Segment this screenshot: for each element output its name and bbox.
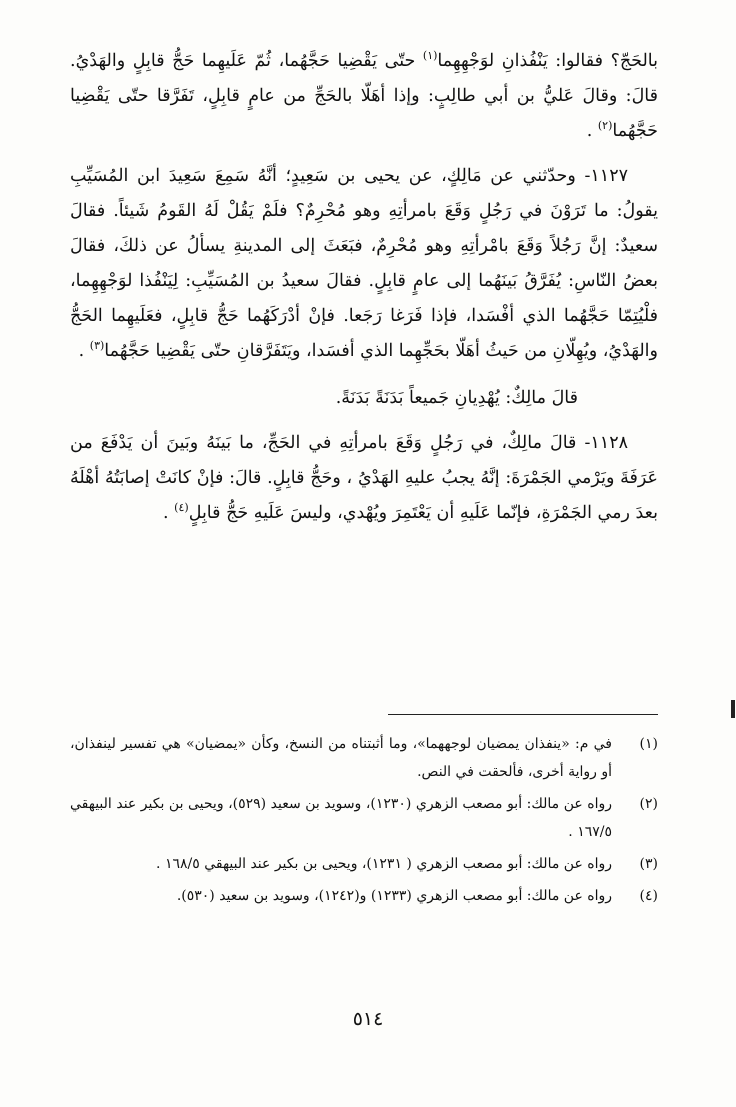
paragraph-text: بالحَجّ؟ فقالوا: يَنْفُذانِ لوَجْهِهِما — [437, 51, 658, 71]
footnote-ref[interactable]: (٣) — [89, 339, 105, 353]
main-text — [70, 44, 658, 531]
footnote-number: (٢) — [639, 796, 658, 812]
paragraph-text: . — [163, 503, 175, 523]
footnote-text: رواه عن مالك: أبو مصعب الزهري (١٢٣٠)، وسويد بن سعيد (٥٢٩)، ويحيى بن بكير عند البيهقي ١٦٧/٥ . — [70, 796, 612, 840]
footnote-number: (٤) — [639, 888, 658, 904]
footnote-item — [70, 882, 658, 910]
footnote-item — [70, 790, 658, 846]
footnote-text: رواه عن مالك: أبو مصعب الزهري ( ١٢٣١)، ويحيى بن بكير عند البيهقي ١٦٨/٥ . — [156, 856, 612, 872]
paragraph-text: ١١٢٧- وحدّثني عن مَالِكٍ، عن يحيى بن سَعِيدٍ؛ أنَّهُ سَمِعَ سَعِيدَ ابن المُسَيِّبِ يقولُ: ما تَرَوْنَ في رَجُلٍ وَقَعَ بامرأتِهِ وهو مُحْرِمٌ؟ فلَمْ يَقُلْ لَهُ القَومُ شَيئاً. فقالَ سعيدٌ: إنَّ رَجُلاً وَقَعَ بامْرأتِهِ وهو مُحْرِمٌ، فبَعَثَ إلى المدينةِ يسألُ عن ذلكَ، فقالَ بعضُ النّاسِ: يُفَرَّقُ بَينَهُما إلى عامٍ قابِلٍ. فقالَ سعيدُ بن المُسَيِّبِ: لِيَنْفُذا لوَجْهِهِما، فلْيُتِمّا حَجَّهُما الذي أفْسَدا، فإذا فَرَغا رَجَعا. فإنْ أدْرَكَهُما حَجُّ قابِلٍ، فعَلَيهِما الحَجُّ والهَدْيُ، ويُهِلّانِ من حَيثُ أهَلّا بحَجِّهِما الذي أفسَدا، ويَتَفَرَّقانِ حتّى يَقْضِيا حَجَّهُما — [70, 166, 658, 361]
footnote-item — [70, 850, 658, 878]
paragraph-text: . — [586, 121, 598, 141]
footnote-divider — [388, 714, 658, 715]
paragraph-1128 — [70, 426, 658, 531]
paragraph-text: حتّى يَقْضِيا حَجَّهُما، ثُمّ عَلَيهِما حَجُّ قابِلٍ والهَدْيُ. قالَ: وقالَ عَليُّ بن أبي طالِبٍ: وإذا أهَلّا بالحَجِّ من عامٍ قابِلٍ، تَفَرَّقا حتّى يَقْضِيا حَجَّهُما — [70, 51, 658, 141]
footnotes — [70, 730, 658, 914]
malik-statement: قالَ مالِكٌ: يُهْدِيانِ جَميعاً بَدَنَةً بَدَنَةً. — [335, 388, 578, 408]
paragraph-text: ١١٢٨- قالَ مالِكٌ، في رَجُلٍ وَقَعَ بامرأتِهِ في الحَجِّ، ما بَينَهُ وبَينَ أن يَدْفَعَ من عَرَفَةَ ويَرْمي الجَمْرَةَ: إنَّهُ يجبُ عليهِ الهَدْيُ ، وحَجُّ قابِلٍ. قالَ: فإنْ كانَتْ إصابَتُهُ أهْلَهُ بعدَ رمي الجَمْرَةِ، فإنّما عَلَيهِ أن يَعْتَمِرَ ويُهْدي، وليسَ عَلَيهِ حَجُّ قابِلٍ — [70, 433, 658, 523]
footnote-ref[interactable]: (٤) — [174, 501, 189, 515]
paragraph-text: . — [78, 341, 90, 361]
paragraph-continuation — [70, 44, 658, 149]
footnote-text: في م: «ينفذان يمضيان لوجههما»، وما أثبتناه من النسخ، وكأن «يمضيان» هي تفسير لينفذان، أو رواية أخرى، فألحقت في النص. — [70, 736, 612, 780]
footnote-ref[interactable]: (٢) — [597, 119, 613, 133]
footnote-ref[interactable]: (١) — [422, 49, 438, 63]
paragraph-1127 — [70, 159, 658, 369]
page-number: ٥١٤ — [352, 1008, 384, 1030]
scan-edge-mark — [731, 700, 735, 718]
footnote-number: (٣) — [639, 856, 658, 872]
footnote-text: رواه عن مالك: أبو مصعب الزهري (١٢٣٣) و(١٢٤٢)، وسويد بن سعيد (٥٣٠). — [176, 888, 612, 904]
footnote-number: (١) — [639, 736, 658, 752]
footnote-item — [70, 730, 658, 786]
